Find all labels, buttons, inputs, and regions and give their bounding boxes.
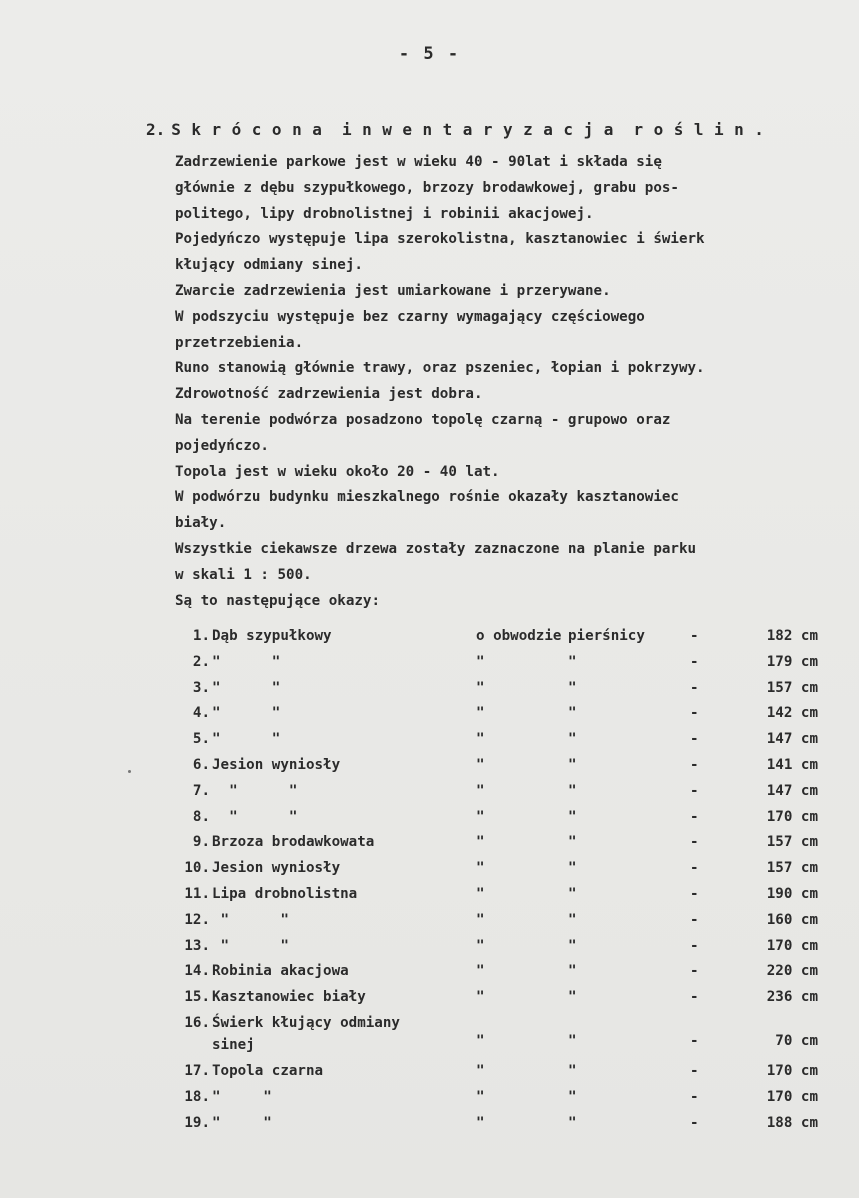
page-number: - 5 - [398,44,461,64]
tree-number: 17. [184,1062,210,1079]
body-line: Pojedyńczo występuje lipa szerokolistna, kasztanowiec i świerk [175,231,705,248]
measure-label-1: " [476,782,485,799]
measure-label-1: " [476,937,485,954]
tree-number: 18. [184,1088,210,1105]
circumference-value: 170 cm [766,1062,818,1079]
body-line: Zwarcie zadrzewienia jest umiarkowane i przerywane. [175,282,611,299]
table-row [170,860,830,886]
tree-number: 1. [192,628,210,644]
dash-separator: - [690,756,699,773]
table-row [170,938,830,964]
measure-label-2: " [568,989,577,1006]
table-row [170,1089,830,1115]
measure-label-1: " [476,808,485,825]
measure-label-1: " [476,860,485,877]
measure-label-2: pierśnicy [568,628,645,644]
dash-separator: - [690,705,699,722]
measure-label-1: " [476,1062,485,1079]
body-line: Na terenie podwórza posadzono topolę czarną - grupowo oraz [175,411,671,428]
dash-separator: - [690,679,699,696]
tree-species: Dąb szypułkowy [212,628,332,644]
tree-species: " " [212,937,289,954]
tree-number: 5. [192,731,210,748]
section-number: 2. [146,120,166,139]
tree-number: 3. [192,679,210,696]
section-heading [146,120,846,139]
measure-label-1: " [476,989,485,1006]
tree-number: 16. [184,1014,210,1031]
tree-number: 9. [192,834,210,851]
tree-number: 10. [184,860,210,877]
measure-label-2: " [568,860,577,877]
body-line: w skali 1 : 500. [175,566,312,583]
measure-label-1: " [476,705,485,722]
tree-species: " " [212,679,281,696]
body-line: pojedyńczo. [175,437,269,454]
circumference-value: 170 cm [766,808,818,825]
measure-label-1: " [476,885,485,902]
circumference-value: 147 cm [766,731,818,748]
tree-number: 19. [184,1114,210,1131]
tree-species: Jesion wyniosły [212,756,341,773]
dash-separator: - [690,963,699,980]
section-body-text [175,150,845,614]
circumference-value: 147 cm [766,782,818,799]
heading-word-2: inwentaryzacja [341,120,624,139]
tree-species: Kasztanowiec biały [212,989,366,1006]
circumference-value: 190 cm [766,885,818,902]
tree-species: " " [212,782,298,799]
dash-separator: - [690,628,699,644]
measure-label-2: " [568,963,577,980]
tree-number: 11. [184,885,210,902]
measure-label-2: " [568,679,577,696]
measure-label-2: " [568,705,577,722]
tree-number: 7. [192,782,210,799]
measure-label-2: " [568,911,577,928]
dash-separator: - [690,885,699,902]
table-row [170,886,830,912]
measure-label-2: " [568,885,577,902]
tree-species: " " [212,653,281,670]
measure-label-1: " [476,1032,485,1049]
measure-label-2: " [568,1032,577,1049]
table-row [170,1115,830,1141]
measure-label-1: " [476,963,485,980]
table-row [170,989,830,1015]
table-row [170,731,830,757]
tree-number: 8. [192,808,210,825]
table-row [170,705,830,731]
measure-label-2: " [568,782,577,799]
table-row [170,1063,830,1089]
circumference-value: 157 cm [766,860,818,877]
circumference-value: 141 cm [766,756,818,773]
body-line: Runo stanowią głównie trawy, oraz pszeniec, łopian i pokrzywy. [175,360,705,377]
circumference-value: 170 cm [766,937,818,954]
measure-label-2: " [568,1062,577,1079]
circumference-value: 157 cm [766,679,818,696]
tree-number: 2. [192,653,210,670]
circumference-value: 220 cm [766,963,818,980]
tree-species: Świerk kłujący odmiany [212,1014,400,1031]
body-line: Wszystkie ciekawsze drzewa zostały zaznaczone na planie parku [175,540,697,557]
tree-species: " " [212,1114,272,1131]
table-row [170,1015,830,1063]
tree-species: " " [212,1088,272,1105]
dash-separator: - [690,808,699,825]
tree-number: 4. [192,705,210,722]
table-row [170,783,830,809]
circumference-value: 236 cm [766,989,818,1006]
measure-label-2: " [568,937,577,954]
body-line: politego, lipy drobnolistnej i robinii akacjowej. [175,205,594,222]
measure-label-1: " [476,911,485,928]
circumference-value: 179 cm [766,653,818,670]
table-row [170,680,830,706]
measure-label-2: " [568,756,577,773]
dash-separator: - [690,937,699,954]
tree-species: Lipa drobnolistna [212,885,358,902]
heading-word-1: Skrócona [171,120,333,139]
table-row [170,834,830,860]
body-line: Zdrowotność zadrzewienia jest dobra. [175,386,483,403]
measure-label-1: " [476,653,485,670]
dash-separator: - [690,1062,699,1079]
dash-separator: - [690,782,699,799]
tree-number: 13. [184,937,210,954]
tree-species-continued: sinej [212,1036,255,1053]
body-line: Topola jest w wieku około 20 - 40 lat. [175,463,500,480]
measure-label-1: " [476,679,485,696]
paper-speck [128,770,131,773]
measure-label-2: " [568,1114,577,1131]
dash-separator: - [690,1088,699,1105]
body-line: W podszyciu występuje bez czarny wymagający częściowego [175,308,645,325]
dash-separator: - [690,1032,699,1049]
dash-separator: - [690,911,699,928]
circumference-value: 160 cm [766,911,818,928]
table-row [170,912,830,938]
tree-species: " " [212,911,289,928]
tree-inventory-table [170,628,830,1140]
circumference-value: 142 cm [766,705,818,722]
table-row [170,809,830,835]
measure-label-1: " [476,834,485,851]
circumference-value: 188 cm [766,1114,818,1131]
dash-separator: - [690,1114,699,1131]
dash-separator: - [690,653,699,670]
measure-label-2: " [568,808,577,825]
dash-separator: - [690,731,699,748]
body-line: Są to następujące okazy: [175,592,380,609]
dash-separator: - [690,989,699,1006]
measure-label-1: " [476,1088,485,1105]
tree-species: Topola czarna [212,1062,324,1079]
circumference-value: 182 cm [766,628,818,644]
measure-label-2: " [568,834,577,851]
circumference-value: 70 cm [775,1032,818,1049]
tree-species: " " [212,705,281,722]
measure-label-1: " [476,756,485,773]
measure-label-1: " [476,1114,485,1131]
circumference-value: 157 cm [766,834,818,851]
table-row [170,963,830,989]
measure-label-2: " [568,731,577,748]
tree-number: 14. [184,963,210,980]
tree-species: " " [212,808,298,825]
tree-number: 12. [184,911,210,928]
tree-species: Jesion wyniosły [212,860,341,877]
body-line: przetrzebienia. [175,334,304,351]
circumference-value: 170 cm [766,1088,818,1105]
table-row [170,757,830,783]
tree-number: 15. [184,989,210,1006]
body-line: głównie z dębu szypułkowego, brzozy brodawkowej, grabu pos- [175,179,679,196]
dash-separator: - [690,860,699,877]
measure-label-2: " [568,1088,577,1105]
tree-species: Robinia akacjowa [212,963,349,980]
dash-separator: - [690,834,699,851]
body-line: biały. [175,515,227,532]
table-row [170,628,830,654]
tree-number: 6. [192,756,210,773]
measure-label-1: o obwodzie [476,628,562,644]
body-line: Zadrzewienie parkowe jest w wieku 40 - 90lat i składa się [175,154,662,170]
tree-species: Brzoza brodawkowata [212,834,375,851]
table-row [170,654,830,680]
measure-label-2: " [568,653,577,670]
tree-species: " " [212,731,281,748]
body-line: kłujący odmiany sinej. [175,257,363,274]
measure-label-1: " [476,731,485,748]
body-line: W podwórzu budynku mieszkalnego rośnie okazały kasztanowiec [175,489,679,506]
heading-word-3: roślin. [633,120,775,139]
